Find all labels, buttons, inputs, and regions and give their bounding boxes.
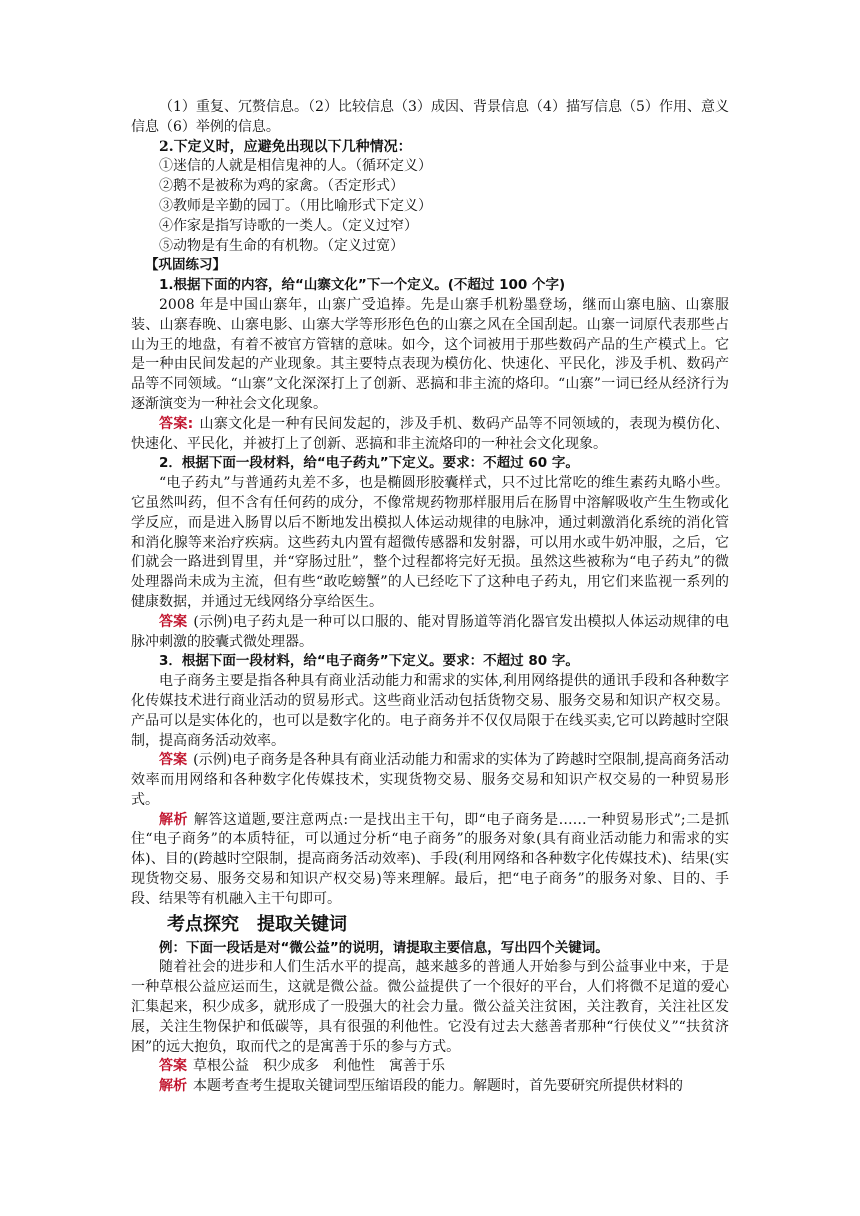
analysis-text: 本题考查考生提取关键词型压缩语段的能力。解题时，首先要研究所提供材料的 — [193, 1078, 683, 1095]
section-title-a: 考点探究 — [167, 913, 239, 935]
answer-text: 山寨文化是一种有民间发起的，涉及手机、数码产品等不同领域的，表现为模仿化、快速化、平民化，并被打上了创新、恶搞和非主流烙印的一种社会文化现象。 — [131, 415, 729, 452]
rule-item-2: ②鹅不是被称为鸡的家禽。（否定形式） — [159, 178, 404, 195]
section-title — [131, 912, 729, 938]
rule-item-4: ④作家是指写诗歌的一类人。（定义过窄） — [159, 217, 418, 234]
analysis-label: 解析 — [159, 811, 188, 828]
answer-text: (示例)电子商务是各种具有商业活动能力和需求的实体为了跨越时空限制,提高商务活动效率而用网络和各种数字化传媒技术，实现货物交易、服务交易和知识产权交易的一种贸易形式。 — [131, 752, 730, 808]
answer-text: 草根公益 积少成多 利他性 寓善于乐 — [193, 1058, 445, 1075]
rule-item-5: ⑤动物是有生命的有机物。（定义过宽） — [159, 237, 404, 254]
question-3: 3．根据下面一段材料，给“电子商务”下定义。要求：不超过 80 字。 — [159, 653, 579, 670]
rule-item-3: ③教师是辛勤的园丁。（用比喻形式下定义） — [159, 197, 432, 214]
answer-label: 答案: — [159, 415, 194, 432]
question-3-passage: 电子商务主要是指各种具有商业活动能力和需求的实体,利用网络提供的通讯手段和各种数字化传媒技术进行商业活动的贸易形式。这些商业活动包括货物交易、服务交易和知识产权交易。产品可以是实体化的，也可以是数字化的。电子商务并不仅仅局限于在线买卖,它可以跨越时空限制，提高商务活动效率。 — [131, 673, 729, 749]
example-analysis — [131, 1077, 729, 1097]
question-2-passage: “电子药丸”与普通药丸差不多，也是椭圆形胶囊样式，只不过比常吃的维生素药丸略小些。它虽然叫药，但不含有任何药的成分，不像常规药物那样服用后在肠胃中溶解吸收产生生物或化学反应，而是进入肠胃以后不断地发出模拟人体运动规律的电脉冲，通过刺激消化系统的消化管和消化腺等来治疗疾病。这些药丸内置有超微传感器和发射器，可以用水或牛奶冲服，之后，它们就会一路进到胃里，并“穿肠过肚”，整个过程都将完好无损。虽然这些被称为“电子药丸”的微处理器尚未成为主流，但有些“敢吃螃蟹”的人已经吃下了这种电子药丸，用它们来监视一系列的健康数据，并通过无线网络分享给医生。 — [131, 475, 729, 610]
answer-label: 答案 — [159, 1058, 187, 1075]
question-3-answer — [131, 751, 729, 810]
answer-label: 答案 — [159, 752, 188, 769]
rule-item-1: ①迷信的人就是相信鬼神的人。（循环定义） — [159, 158, 432, 175]
page-content — [131, 98, 729, 1097]
example-passage: 随着社会的进步和人们生活水平的提高，越来越多的普通人开始参与到公益事业中来，于是一种草根公益应运而生，这就是微公益。微公益提供了一个很好的平台，人们将微不足道的爱心汇集起来，积少成多，就形成了一股强大的社会力量。微公益关注贫困，关注教育，关注社区发展，关注生物保护和低碳等，具有很强的利他性。它没有过去大慈善者那种“行侠仗义”“扶贫济困”的远大抱负，取而代之的是寓善于乐的参与方式。 — [131, 959, 729, 1055]
question-1-answer — [131, 415, 729, 455]
answer-text: (示例)电子药丸是一种可以口服的、能对胃肠道等消化器官发出模拟人体运动规律的电脉冲刺激的胶囊式微处理器。 — [131, 613, 730, 650]
example-answer — [131, 1057, 729, 1077]
info-types-text: （1）重复、冗赘信息。（2）比较信息（3）成因、背景信息（4）描写信息（5）作用、意义信息（6）举例的信息。 — [131, 99, 729, 135]
answer-label: 答案 — [159, 613, 188, 630]
question-2: 2．根据下面一段材料，给“电子药丸”下定义。要求：不超过 60 字。 — [159, 455, 579, 472]
definition-rules-heading: 2.下定义时，应避免出现以下几种情况： — [159, 138, 412, 155]
question-1-passage: 2008 年是中国山寨年，山寨广受追捧。先是山寨手机粉墨登场，继而山寨电脑、山寨服装、山寨春晚、山寨电影、山寨大学等形形色色的山寨之风在全国刮起。山寨一词原代表那些占山为王的地盘，有着不被官方管辖的意味。如今，这个词被用于那些数码产品的生产模式上。它是一种由民间发起的产业现象。其主要特点表现为模仿化、快速化、平民化，涉及手机、数码产品等不同领域。“山寨”文化深深打上了创新、恶搞和非主流的烙印。“山寨”一词已经从经济行为逐渐演变为一种社会文化现象。 — [131, 296, 729, 412]
practice-heading: 【巩固练习】 — [145, 257, 226, 274]
question-1: 1.根据下面的内容，给“山寨文化”下一个定义。(不超过 100 个字) — [159, 277, 566, 294]
section-title-b: 提取关键词 — [257, 913, 347, 935]
analysis-label: 解析 — [159, 1078, 187, 1095]
question-3-analysis — [131, 811, 729, 910]
analysis-text: 解答这道题,要注意两点:一是找出主干句，即“电子商务是……一种贸易形式”;二是抓住“电子商务”的本质特征，可以通过分析“电子商务”的服务对象(具有商业活动能力和需求的实体)、目的(跨越时空限制，提高商务活动效率)、手段(利用网络和各种数字化传媒技术)、结果(实现货物交易、服务交易和知识产权交易)等来理解。最后，把“电子商务”的服务对象、目的、手段、结果等有机融入主干句即可。 — [131, 811, 730, 907]
example-question: 例：下面一段话是对“微公益”的说明，请提取主要信息，写出四个关键词。 — [159, 939, 609, 956]
question-2-answer — [131, 613, 729, 653]
